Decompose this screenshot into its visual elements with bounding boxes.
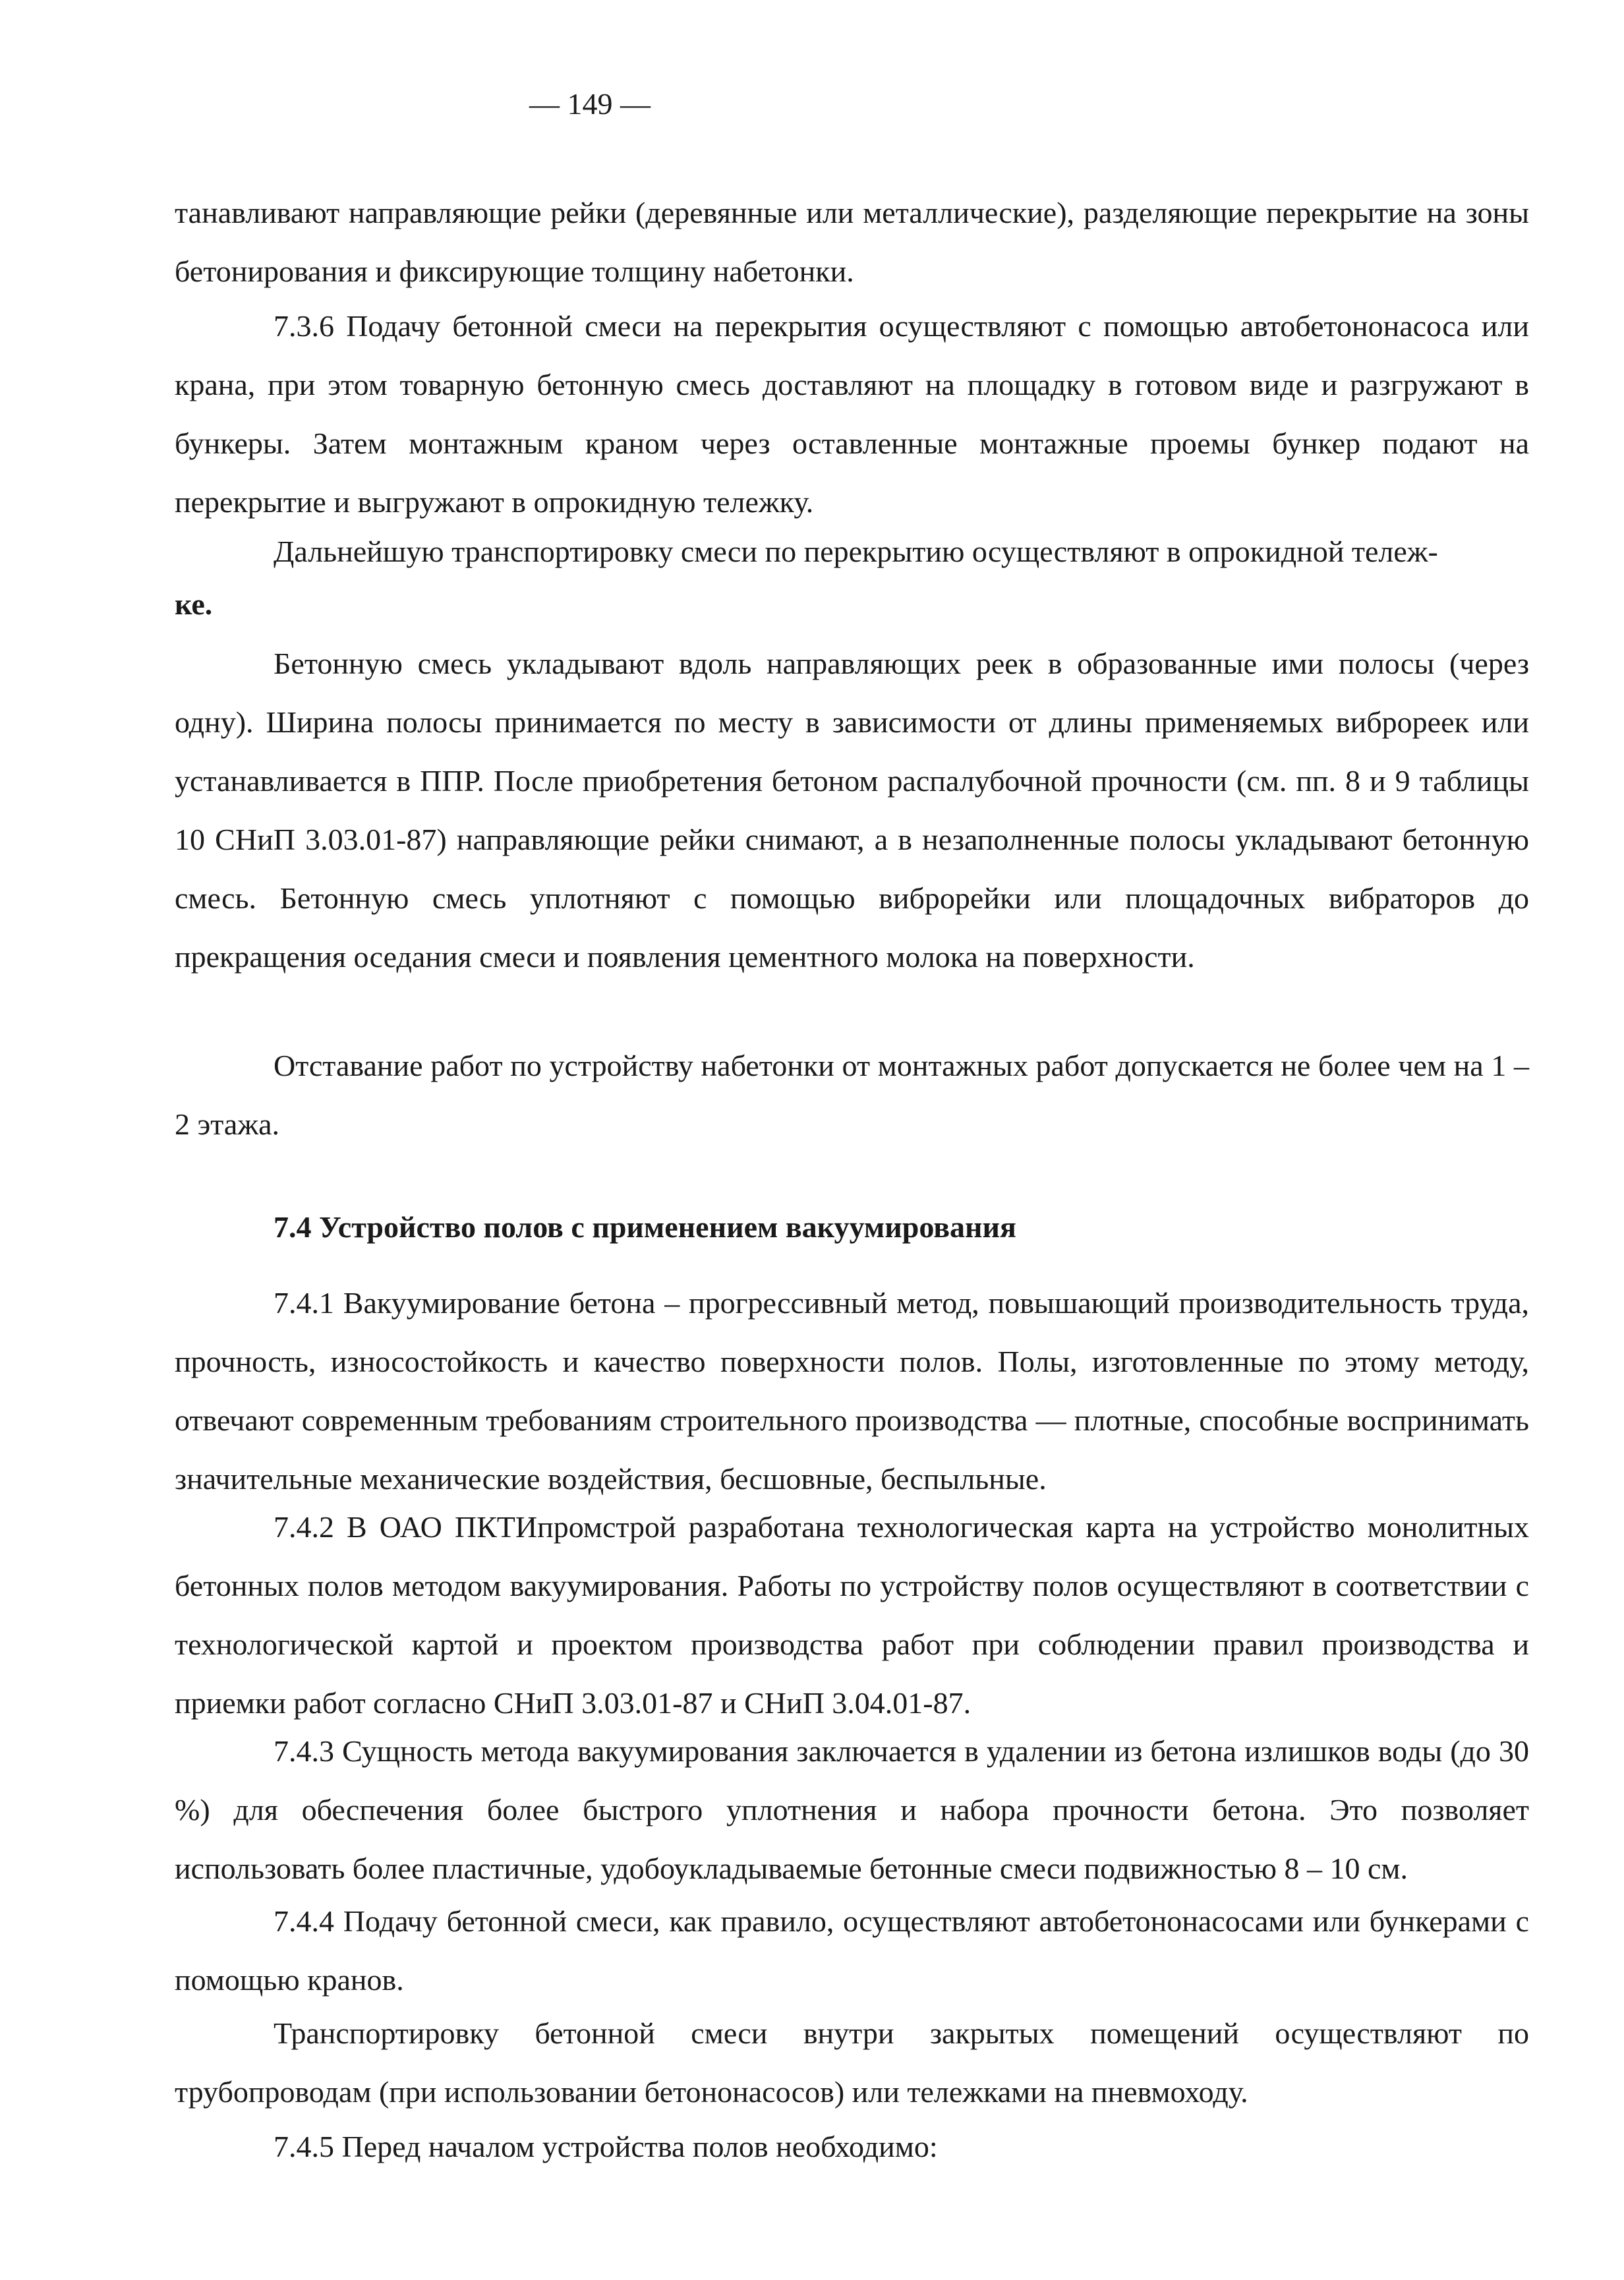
paragraph-7-4-1: 7.4.1 Вакуумирование бетона – прогрессивный метод, повышающий производительность труда, прочность, износостойкость и качество поверхности полов. Полы, изготовленные по этому методу, отвечают современным требованиям строительного производства — плотные, способные воспринимать значительные механические воздействия, бесшовные, беспыльные. [175, 1286, 1529, 1496]
paragraph-7-4-5: 7.4.5 Перед началом устройства полов необходимо: [274, 2130, 938, 2163]
document-page [175, 0, 1529, 2280]
page-number: — 149 — [529, 87, 651, 121]
paragraph-transport-inside: Транспортировку бетонной смеси внутри закрытых помещений осуществляют по трубопроводам (при использовании бетононасосов) или тележками на пневмоходу. [175, 2016, 1529, 2109]
paragraph-transport: Дальнейшую транспортировку смеси по перекрытию осуществляют в опрокидной тележ- [274, 535, 1438, 568]
paragraph-7-4-3: 7.4.3 Сущность метода вакуумирования заключается в удалении из бетона излишков воды (до 30 %) для обеспечения более быстрого уплотнения и набора прочности бетона. Это позволяет использовать более пластичные, удобоукладываемые бетонные смеси подвижностью 8 – 10 см. [175, 1734, 1529, 1885]
paragraph-7-4-2: 7.4.2 В ОАО ПКТИпромстрой разработана технологическая карта на устройство монолитных бетонных полов методом вакуумирования. Работы по устройству полов осуществляют в соответствии с технологической картой и проектом производства работ при соблюдении правил производства и приемки работ согласно СНиП 3.03.01-87 и СНиП 3.04.01-87. [175, 1510, 1529, 1720]
paragraph-transport-end [175, 575, 1529, 633]
paragraph-lag: Отставание работ по устройству набетонки от монтажных работ допускается не более чем на 1 – 2 этажа. [175, 1049, 1529, 1141]
word-ke: ке. [175, 587, 213, 621]
paragraph-continuation: танавливают направляющие рейки (деревянные или металлические), разделяющие перекрытие на зоны бетонирования и фиксирующие толщину набетонки. [175, 196, 1529, 288]
paragraph-7-3-6: 7.3.6 Подачу бетонной смеси на перекрытия осуществляют с помощью автобетононасоса или крана, при этом товарную бетонную смесь доставляют на площадку в готовом виде и разгружают в бункеры. Затем монтажным краном через оставленные монтажные проемы бункер подают на перекрытие и выгружают в опрокидную тележку. [175, 309, 1529, 519]
paragraph-laying: Бетонную смесь укладывают вдоль направляющих реек в образованные ими полосы (через одну). Ширина полосы принимается по месту в зависимости от длины применяемых виброреек или устанавливается в ППР. После приобретения бетоном распалубочной прочности (см. пп. 8 и 9 таблицы 10 СНиП 3.03.01-87) направляющие рейки снимают, а в незаполненные полосы укладывают бетонную смесь. Бетонную смесь уплотняют с помощью виброрейки или площадочных вибраторов до прекращения оседания смеси и появления цементного молока на поверхности. [175, 647, 1529, 974]
paragraph-7-4-4: 7.4.4 Подачу бетонной смеси, как правило, осуществляют автобетононасосами или бункерами с помощью кранов. [175, 1904, 1529, 1997]
section-heading-7-4: 7.4 Устройство полов с применением вакуумирования [274, 1210, 1016, 1244]
